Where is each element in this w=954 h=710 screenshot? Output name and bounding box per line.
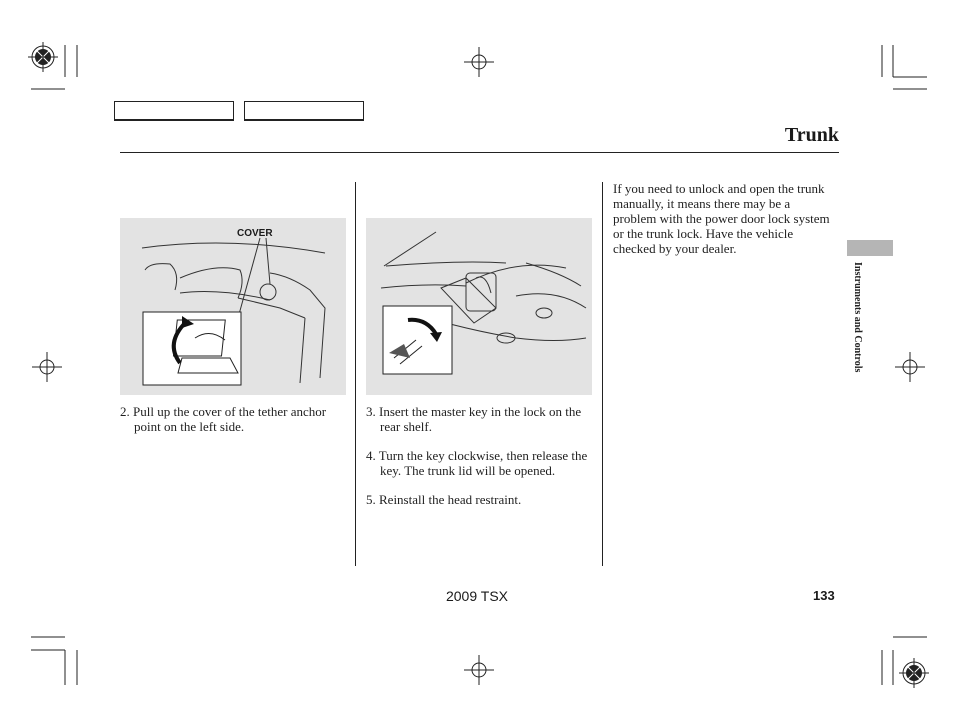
title-rule (120, 152, 839, 153)
crosshair-bottom-center (464, 655, 494, 685)
crosshair-right (895, 352, 925, 382)
column-divider-1 (355, 182, 356, 566)
step-5: 5. Reinstall the head restraint. (366, 492, 522, 507)
column-2-steps (366, 404, 592, 507)
column-divider-2 (602, 182, 603, 566)
registration-target-bottom-right (899, 658, 929, 688)
tether-cover-illustration (120, 218, 346, 395)
step-4: 4. Turn the key clockwise, then release the key. The trunk lid will be opened. (366, 448, 588, 478)
footer-model: 2009 TSX (445, 588, 508, 604)
step-3: 3. Insert the master key in the lock on the rear shelf. (366, 404, 582, 434)
manual-unlock-note: If you need to unlock and open the trunk manually, it means there may be a problem with the power door lock system or the trunk lock. Have the vehicle checked by your dealer. (613, 181, 830, 256)
nav-tab-1[interactable] (114, 101, 234, 120)
section-tab-label: Instruments and Controls (852, 262, 863, 373)
nav-tab-2[interactable] (244, 101, 364, 120)
rear-shelf-lock-illustration (366, 218, 592, 395)
page-title: Trunk (784, 124, 839, 146)
crosshair-left (32, 352, 62, 382)
cover-callout-label: COVER (237, 228, 273, 239)
section-tab-marker (847, 240, 893, 256)
page-number: 133 (813, 588, 835, 603)
registration-target-top-left (28, 42, 58, 72)
crosshair-top-center (464, 47, 494, 77)
step-2: 2. Pull up the cover of the tether anchor point on the left side. (120, 404, 327, 434)
column-1-steps (120, 404, 345, 434)
